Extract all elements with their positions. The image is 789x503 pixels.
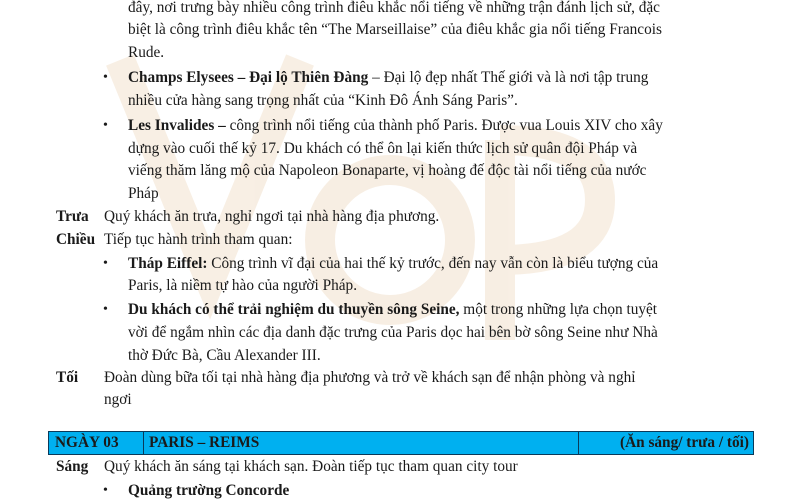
bullet-title: Du khách có thể trải nghiệm du thuyền sông Seine, [128, 301, 460, 318]
bullet-concorde [128, 480, 768, 501]
lunch-text: Quý khách ăn trưa, nghỉ ngơi tại nhà hàng địa phương. [104, 208, 440, 225]
bullet-icon: • [103, 302, 108, 317]
bullet-line: thờ Đức Bà, Cầu Alexander III. [128, 347, 321, 364]
lunch-label: Trưa [56, 208, 89, 225]
day-meals: (Ăn sáng/ trưa / tối) [619, 434, 749, 451]
afternoon-label: Chiều [56, 231, 96, 248]
afternoon-text: Tiếp tục hành trình tham quan: [104, 231, 293, 248]
evening-line-2: ngơi [104, 391, 132, 408]
day-header-bar [48, 431, 754, 455]
bullet-icon: • [103, 70, 108, 85]
bullet-line: Paris, là niềm tự hào của người Pháp. [128, 277, 358, 294]
bullet-eiffel [128, 253, 768, 274]
bullet-title: Tháp Eiffel: [128, 255, 208, 272]
bullet-line: viếng thăm lăng mộ của Napoleon Bonaparte, vị hoàng đế độc tài nổi tiếng của nước [128, 162, 647, 179]
bullet-les-invalides [128, 115, 768, 136]
morning-text: Quý khách ăn sáng tại khách sạn. Đoàn tiếp tục tham quan city tour [104, 458, 518, 475]
bullet-icon: • [103, 483, 108, 498]
bullet-title: Champs Elysees – Đại lộ Thiên Đàng [128, 69, 369, 86]
day-number: NGÀY 03 [49, 432, 144, 454]
bullet-title: Quảng trường Concorde [128, 482, 290, 499]
bullet-title: Les Invalides – [128, 117, 226, 134]
bullet-line: Pháp [128, 185, 159, 202]
day-route: PARIS – REIMS [144, 432, 579, 454]
bullet-text: công trình nổi tiếng của thành phố Paris. Được vua Louis XIV cho xây [225, 117, 663, 134]
bullet-seine-cruise [128, 299, 768, 320]
intro-line-1: đây, nơi trưng bày nhiều công trình điêu khắc nổi tiếng về những trận đánh lịch sử, đặc [128, 0, 660, 16]
bullet-icon: • [103, 256, 108, 271]
bullet-text: Công trình vĩ đại của hai thế kỷ trước, đến nay vẫn còn là biểu tượng của [207, 255, 659, 272]
intro-line-2: biệt là công trình điêu khắc tên “The Marseillaise” của điêu khắc gia nổi tiếng Francois [128, 21, 662, 38]
bullet-line: vời để ngắm nhìn các địa danh đặc trưng của Paris dọc hai bên bờ sông Seine như Nhà [128, 324, 658, 341]
bullet-champs-elysees [128, 67, 768, 88]
bullet-text: – Đại lộ đẹp nhất Thế giới và là nơi tập trung [368, 69, 649, 86]
bullet-text: một trong những lựa chọn tuyệt [459, 301, 658, 318]
evening-line-1: Đoàn dùng bữa tối tại nhà hàng địa phương và trở về khách sạn để nhận phòng và nghỉ [104, 369, 636, 386]
bullet-icon: • [103, 118, 108, 133]
bullet-line: dựng vào cuối thế kỷ 17. Du khách có thể ôn lại kiến thức lịch sử quân đội Pháp và [128, 140, 638, 157]
morning-label: Sáng [56, 458, 89, 475]
intro-line-3: Rude. [128, 44, 165, 61]
bullet-line: nhiều cửa hàng sang trọng nhất của “Kinh Đô Ánh Sáng Paris”. [128, 92, 518, 109]
evening-label: Tối [56, 369, 79, 386]
